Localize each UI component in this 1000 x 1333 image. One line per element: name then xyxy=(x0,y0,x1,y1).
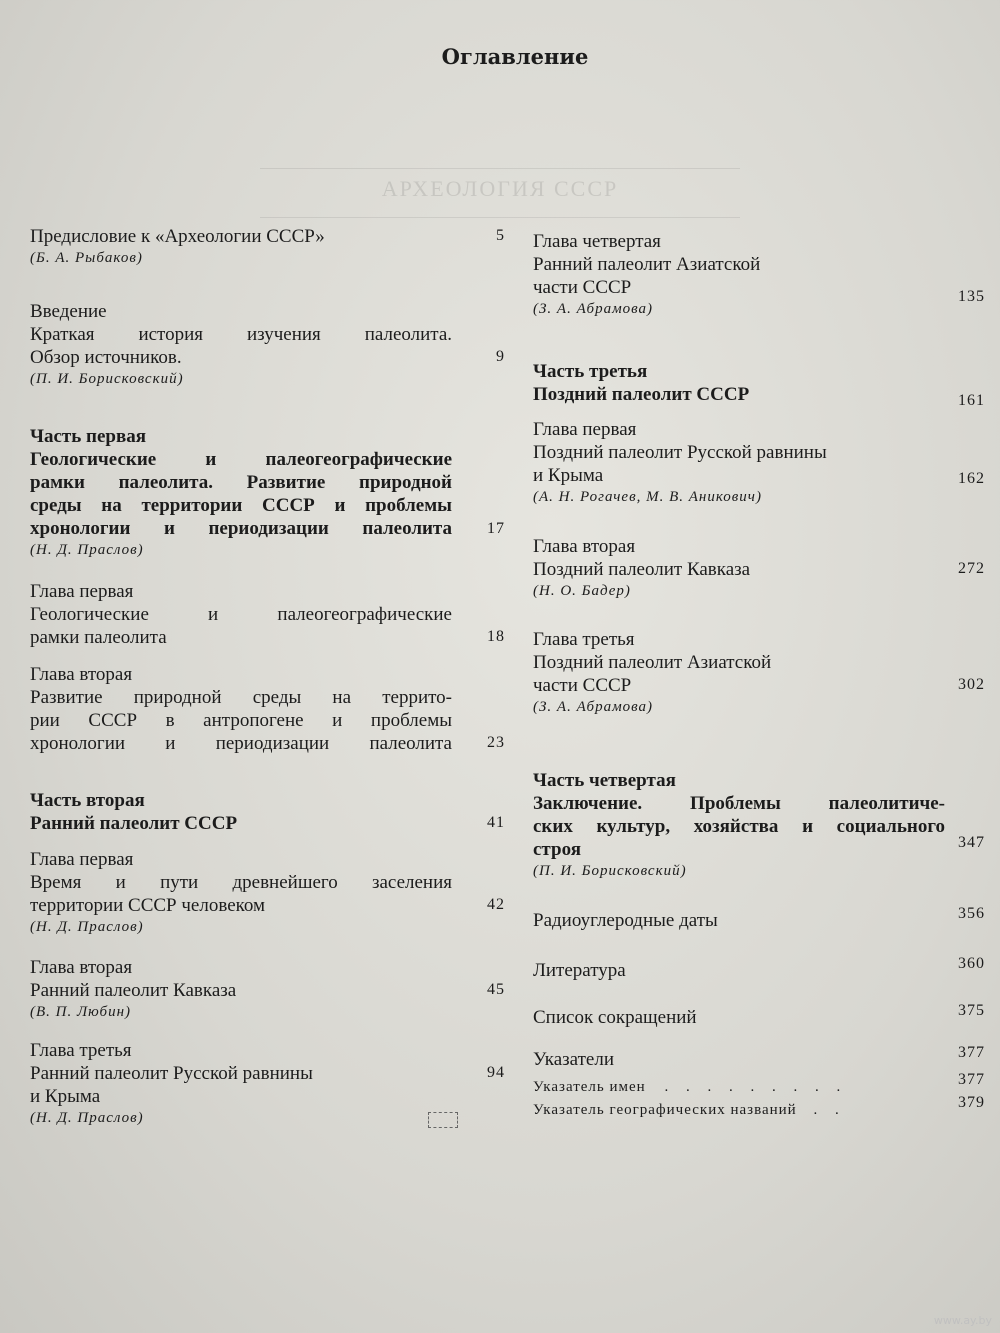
entry-line: Время и пути древнейшего заселения xyxy=(30,872,452,893)
entry-line: Обзор источников. xyxy=(30,347,182,368)
entry-line: Часть четвертая xyxy=(533,770,676,791)
toc-entry-part-one-chapter-one xyxy=(30,580,505,649)
entry-line: Ранний палеолит Кавказа xyxy=(30,980,237,1001)
entry-line: Введение xyxy=(30,301,107,322)
toc-entry-part-three xyxy=(533,360,985,409)
entry-author: (З. А. Абрамова) xyxy=(533,301,654,317)
entry-line: Часть первая xyxy=(30,426,146,447)
entry-line: Поздний палеолит Азиатской xyxy=(533,652,772,673)
entry-line: территории СССР человеком xyxy=(30,895,266,916)
toc-entry-part-two-chapter-one xyxy=(30,848,505,938)
toc-entry-part-two-chapter-four xyxy=(533,230,985,320)
entry-line: Указатели xyxy=(533,1049,614,1070)
watermark: www.ay.by xyxy=(933,1314,992,1327)
entry-author: (Н. Д. Праслов) xyxy=(30,919,144,935)
page-number: 18 xyxy=(487,628,505,645)
toc-entry-part-one-chapter-two xyxy=(30,663,505,755)
toc-entry-part-one xyxy=(30,425,505,561)
toc-subentry-name-index xyxy=(533,1071,985,1097)
page-number: 162 xyxy=(958,470,985,487)
entry-author: (Н. О. Бадер) xyxy=(533,583,631,599)
page-number: 375 xyxy=(958,1002,985,1019)
printer-mark xyxy=(428,1112,458,1128)
entry-line: Часть вторая xyxy=(30,790,145,811)
entry-line: Глава вторая xyxy=(533,536,636,557)
leader-dots: . . xyxy=(813,1102,846,1118)
entry-line: Геологические и палеогеографические xyxy=(30,604,452,625)
entry-author: (В. П. Любин) xyxy=(30,1004,132,1020)
page-number: 379 xyxy=(958,1094,985,1111)
entry-line: Ранний палеолит Азиатской xyxy=(533,254,761,275)
entry-author: (П. И. Борисковский) xyxy=(533,863,687,879)
entry-line: Геологические и палеогеографические xyxy=(30,449,452,470)
page-title: Оглавление xyxy=(441,44,589,69)
entry-line: Поздний палеолит СССР xyxy=(533,384,750,405)
toc-subentry-geo-index xyxy=(533,1094,985,1120)
toc-entry-introduction xyxy=(30,300,505,390)
toc-entry-part-four xyxy=(533,769,985,882)
entry-line: Глава первая xyxy=(30,581,134,602)
index-label: Указатель имен xyxy=(533,1079,646,1095)
entry-line: Глава первая xyxy=(30,849,134,870)
entry-line: Поздний палеолит Кавказа xyxy=(533,559,751,580)
toc-entry-part-two xyxy=(30,789,505,835)
toc-entry-part-three-chapter-two xyxy=(533,535,985,602)
entry-line: Поздний палеолит Русской равнины xyxy=(533,442,827,463)
entry-line: Глава вторая xyxy=(30,664,133,685)
index-row xyxy=(533,1100,985,1120)
entry-line: Глава четвертая xyxy=(533,231,661,252)
entry-line: Заключение. Проблемы палеолитиче- xyxy=(533,793,945,814)
show-through-text: АРХЕОЛОГИЯ СССР xyxy=(260,168,740,218)
toc-entry-part-three-chapter-three xyxy=(533,628,985,718)
entry-line: Глава третья xyxy=(30,1040,132,1061)
entry-author: (Б. А. Рыбаков) xyxy=(30,250,143,266)
page-number: 42 xyxy=(487,896,505,913)
entry-line: Глава третья xyxy=(533,629,635,650)
page-number: 45 xyxy=(487,981,505,998)
toc-entry-indexes xyxy=(533,1044,985,1071)
toc-entry-part-two-chapter-two xyxy=(30,956,505,1023)
page-number: 302 xyxy=(958,676,985,693)
entry-author: (П. И. Борисковский) xyxy=(30,371,184,387)
entry-line: ских культур, хозяйства и социального xyxy=(533,816,945,837)
page-number: 377 xyxy=(958,1044,985,1061)
entry-line: рамки палеолита xyxy=(30,627,167,648)
page-number: 161 xyxy=(958,392,985,409)
entry-line: Радиоуглеродные даты xyxy=(533,910,718,931)
entry-line: и Крыма xyxy=(533,465,604,486)
entry-author: (З. А. Абрамова) xyxy=(533,699,654,715)
index-label: Указатель географических названий xyxy=(533,1102,797,1118)
page-number: 272 xyxy=(958,560,985,577)
toc-entry-preface xyxy=(30,225,505,269)
entry-line: Глава вторая xyxy=(30,957,133,978)
entry-line: рии СССР в антропогене и проблемы xyxy=(30,710,452,731)
entry-author: (Н. Д. Праслов) xyxy=(30,542,144,558)
entry-line: Ранний палеолит СССР xyxy=(30,813,238,834)
entry-line: Литература xyxy=(533,960,626,981)
entry-line: рамки палеолита. Развитие природной xyxy=(30,472,452,493)
toc-entry-radiocarbon xyxy=(533,905,985,932)
entry-line: Краткая история изучения палеолита. xyxy=(30,324,452,345)
entry-line: Часть третья xyxy=(533,361,648,382)
page-number: 356 xyxy=(958,905,985,922)
page-number: 377 xyxy=(958,1071,985,1088)
entry-line: части СССР xyxy=(533,675,632,696)
entry-author: (Н. Д. Праслов) xyxy=(30,1110,144,1126)
entry-line: Ранний палеолит Русской равнины xyxy=(30,1063,313,1084)
entry-author: (А. Н. Рогачев, М. В. Аникович) xyxy=(533,489,762,505)
entry-line: Глава первая xyxy=(533,419,637,440)
entry-line: части СССР xyxy=(533,277,632,298)
page-number: 17 xyxy=(487,520,505,537)
page-number: 5 xyxy=(496,227,505,244)
leader-dots: . . . . . . . . . xyxy=(664,1079,848,1095)
entry-line: строя xyxy=(533,839,581,860)
page-number: 347 xyxy=(958,834,985,851)
entry-line: хронологии и периодизации палеолита xyxy=(30,518,452,539)
entry-line: Предисловие к «Археологии СССР» xyxy=(30,226,325,247)
page-number: 360 xyxy=(958,955,985,972)
page-number: 94 xyxy=(487,1064,505,1081)
page-number: 9 xyxy=(496,348,505,365)
entry-line: и Крыма xyxy=(30,1086,101,1107)
page-number: 23 xyxy=(487,734,505,751)
index-row xyxy=(533,1077,985,1097)
toc-entry-literature xyxy=(533,955,985,982)
entry-line: Список сокращений xyxy=(533,1007,697,1028)
toc-entry-part-three-chapter-one xyxy=(533,418,985,508)
toc-entry-abbreviations xyxy=(533,1002,985,1029)
entry-line: среды на территории СССР и проблемы xyxy=(30,495,452,516)
page-number: 135 xyxy=(958,288,985,305)
entry-line: Развитие природной среды на террито- xyxy=(30,687,452,708)
entry-line: хронологии и периодизации палеолита xyxy=(30,733,452,754)
page-number: 41 xyxy=(487,814,505,831)
